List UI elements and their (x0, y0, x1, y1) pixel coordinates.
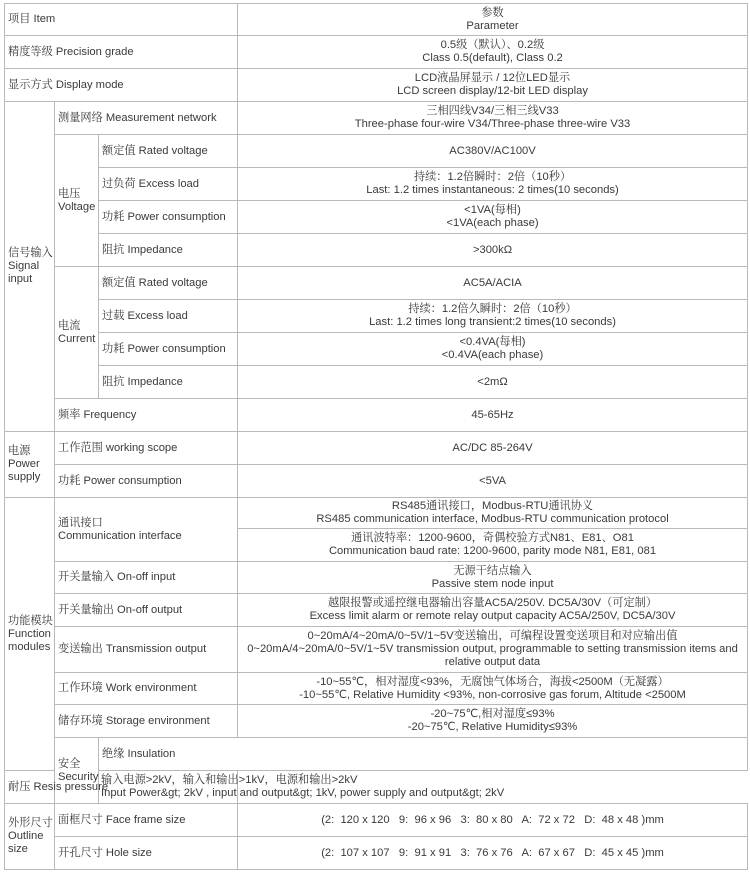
onoff-input-value-cell (238, 562, 748, 594)
storage-env-value-en: -20~75℃, Relative Humidity≤93% (407, 721, 578, 733)
voltage-label-en: Voltage (58, 200, 96, 213)
onoff-output-value-cn: 越限报警或遥控继电器输出容量AC5A/250V. DC5A/30V（可定制） (327, 597, 658, 609)
supply-power-label: 功耗 Power consumption (58, 474, 182, 487)
table-row (5, 432, 748, 465)
current-power-value-cell (238, 333, 748, 366)
header-param-cn: 参数 (481, 6, 504, 19)
precision-label: 精度等级 Precision grade (8, 45, 134, 58)
storage-env-value-cn: -20~75℃,相对湿度≤93% (430, 708, 555, 720)
hole-size-label-cell (55, 837, 238, 870)
power-supply-label-en1: Power (8, 458, 40, 470)
table-row (5, 267, 748, 300)
table-row (5, 837, 748, 870)
power-supply-label-en2: supply (8, 471, 41, 483)
network-label: 测量网络 Measurement network (58, 111, 217, 124)
function-modules-label-en2: modules (8, 640, 51, 653)
network-value-cell (238, 102, 748, 135)
table-row (5, 168, 748, 201)
supply-power-label-cell (55, 465, 238, 498)
voltage-excess-label: 过负荷 Excess load (102, 177, 199, 190)
voltage-excess-value-en: Last: 1.2 times instantaneous: 2 times(10 seconds) (366, 184, 619, 196)
hole-size-value: (2: 107 x 107 9: 91 x 91 3: 76 x 76 A: 67 x 67 D: 45 x 45 )mm (321, 846, 664, 859)
voltage-impedance-value: >300kΩ (472, 243, 513, 256)
current-excess-value-en: Last: 1.2 times long transient:2 times(10 seconds) (369, 316, 616, 328)
resis-pressure-value-en: Input Power&gt; 2kV , input and output&gt; 1kV, power supply and output&gt; 2kV (101, 787, 505, 799)
header-param-en: Parameter (466, 19, 519, 32)
communication-protocol-cell (238, 498, 748, 529)
onoff-input-label: 开关量输入 On-off input (58, 571, 176, 583)
onoff-output-value-cell (238, 594, 748, 627)
voltage-rated-value-cell (238, 135, 748, 168)
working-scope-value: AC/DC 85-264V (452, 441, 533, 454)
voltage-power-value-en: <1VA(each phase) (446, 217, 539, 229)
voltage-impedance-value-cell (238, 234, 748, 267)
face-frame-value-cell (238, 804, 748, 837)
voltage-excess-value-cell (238, 168, 748, 201)
outline-label-cn: 外形尺寸 (8, 817, 53, 829)
supply-power-value: <5VA (479, 474, 506, 487)
display-label: 显示方式 Display mode (8, 78, 124, 91)
table-row (5, 738, 748, 771)
frequency-value: 45-65Hz (471, 408, 514, 421)
current-group (55, 267, 99, 399)
outline-label-en1: Outline (8, 830, 44, 842)
communication-label-cn: 通讯接口 (58, 516, 103, 529)
table-row (5, 366, 748, 399)
table-row (5, 135, 748, 168)
voltage-impedance-label: 阻抗 Impedance (102, 243, 183, 256)
voltage-label-cn: 电压 (58, 187, 81, 200)
current-power-label: 功耗 Power consumption (102, 342, 226, 355)
communication-label-cell (55, 498, 238, 562)
table-row (5, 234, 748, 267)
onoff-input-value-cn: 无源干结点输入 (453, 564, 532, 577)
current-impedance-value: <2mΩ (477, 375, 508, 388)
work-env-value-cell (238, 673, 748, 705)
current-impedance-label: 阻抗 Impedance (102, 375, 183, 388)
frequency-value-cell (238, 399, 748, 432)
voltage-power-value-cn: <1VA(每相) (464, 204, 521, 216)
safety-label-cn: 安全 (58, 757, 81, 770)
signal-input-label-en1: Signal (8, 260, 40, 272)
transmission-label-cell (55, 627, 238, 673)
current-rated-label: 额定值 Rated voltage (102, 276, 208, 289)
current-power-label-cell (99, 333, 238, 366)
voltage-power-label: 功耗 Power consumption (102, 210, 226, 223)
power-supply-group (5, 432, 55, 498)
resis-pressure-value-cn: 输入电源>2kV，输入和输出>1kV，电源和输出>2kV (101, 774, 358, 786)
function-modules-group (5, 498, 55, 771)
onoff-input-value-en: Passive stem node input (431, 577, 554, 590)
current-power-value-cn: <0.4VA(每相) (459, 336, 526, 348)
power-supply-label-cn: 电源 (8, 445, 31, 457)
working-scope-label-cell (55, 432, 238, 465)
table-row (5, 4, 748, 36)
working-scope-label: 工作范围 working scope (58, 441, 178, 454)
transmission-value-cn: 0~20mA/4~20mA/0~5V/1~5V变送输出，可编程设置变送项目和对应输出值 (307, 630, 678, 642)
table-row (5, 69, 748, 102)
precision-label-cell (5, 36, 238, 69)
storage-env-label: 储存环境 Storage environment (58, 714, 210, 727)
onoff-output-label-cell (55, 594, 238, 627)
face-frame-label: 面框尺寸 Face frame size (58, 813, 186, 826)
transmission-label: 变送输出 Transmission output (58, 643, 207, 655)
outline-label-en2: size (8, 843, 28, 855)
table-row (5, 201, 748, 234)
table-row (5, 465, 748, 498)
voltage-rated-label: 额定值 Rated voltage (102, 144, 208, 157)
voltage-rated-value: AC380V/AC100V (449, 144, 536, 157)
signal-input-label-cn: 信号输入 (8, 247, 53, 259)
frequency-label-cell (55, 399, 238, 432)
voltage-power-value-cell (238, 201, 748, 234)
storage-env-label-cell (55, 705, 238, 738)
face-frame-value: (2: 120 x 120 9: 96 x 96 3: 80 x 80 A: 72 x 72 D: 48 x 48 )mm (321, 813, 664, 826)
header-item-label: 项目 Item (8, 13, 56, 25)
transmission-value-cell (238, 627, 748, 673)
table-row (5, 627, 748, 673)
communication-protocol-cn: RS485通讯接口，Modbus-RTU通讯协义 (391, 500, 594, 512)
current-impedance-label-cell (99, 366, 238, 399)
transmission-value-en: 0~20mA/4~20mA/0~5V/1~5V transmission output, programmable to setting transmission items and relative output data (247, 643, 738, 668)
table-row (5, 102, 748, 135)
communication-baud-cell (238, 529, 748, 562)
header-param-cell (238, 4, 748, 36)
communication-protocol-en: RS485 communication interface, Modbus-RTU communication protocol (316, 513, 669, 525)
table-row (5, 771, 748, 804)
resis-pressure-value-cell (99, 771, 505, 804)
voltage-impedance-label-cell (99, 234, 238, 267)
table-row (5, 804, 748, 837)
work-env-label-cell (55, 673, 238, 705)
table-row (5, 300, 748, 333)
face-frame-label-cell (55, 804, 238, 837)
network-value-en: Three-phase four-wire V34/Three-phase three-wire V33 (354, 118, 631, 130)
network-label-cell (55, 102, 238, 135)
precision-value-cn: 0.5级（默认）、0.2级 (440, 39, 545, 51)
current-rated-label-cell (99, 267, 238, 300)
onoff-output-value-en: Excess limit alarm or remote relay output capacity AC5A/250V, DC5A/30V (309, 610, 676, 622)
display-value-cn: LCD液晶屏显示 / 12位LED显示 (414, 72, 571, 84)
network-value-cn: 三相四线V34/三相三线V33 (426, 105, 559, 117)
function-modules-label-en1: Function (8, 627, 51, 640)
working-scope-value-cell (238, 432, 748, 465)
outline-group (5, 804, 55, 870)
current-label-cn: 电流 (58, 319, 81, 332)
supply-power-value-cell (238, 465, 748, 498)
table-row (5, 333, 748, 366)
table-row (5, 399, 748, 432)
current-excess-label: 过载 Excess load (102, 309, 188, 322)
table-row (5, 673, 748, 705)
table-row (5, 36, 748, 69)
display-label-cell (5, 69, 238, 102)
work-env-label: 工作环境 Work environment (58, 682, 197, 694)
precision-value-en: Class 0.5(default), Class 0.2 (422, 52, 563, 64)
current-excess-label-cell (99, 300, 238, 333)
onoff-input-label-cell (55, 562, 238, 594)
insulation-label-cell (99, 738, 748, 771)
resis-pressure-label: 耐压 Resis pressure (8, 780, 109, 793)
current-excess-value-cn: 持续：1.2倍久瞬时：2倍（10秒） (408, 303, 577, 315)
safety-label-en: Security (58, 770, 99, 783)
communication-baud-en: Communication baud rate: 1200-9600, parity mode N81, E81, 081 (328, 545, 657, 557)
hole-size-value-cell (238, 837, 748, 870)
insulation-label: 绝缘 Insulation (102, 747, 176, 760)
table-row (5, 705, 748, 738)
current-excess-value-cell (238, 300, 748, 333)
current-rated-value: AC5A/ACIA (463, 276, 522, 289)
spec-table (4, 3, 748, 870)
frequency-label: 频率 Frequency (58, 408, 137, 421)
work-env-value-en: -10~55℃, Relative Humidity <93%, non-corrosive gas forum, Altitude <2500M (299, 688, 686, 701)
signal-input-label-en2: input (8, 273, 33, 285)
voltage-power-label-cell (99, 201, 238, 234)
precision-value-cell (238, 36, 748, 69)
storage-env-value-cell (238, 705, 748, 738)
table-row (5, 498, 748, 529)
voltage-excess-value-cn: 持续：1.2倍瞬时：2倍（10秒） (413, 171, 572, 183)
display-value-en: LCD screen display/12-bit LED display (397, 85, 588, 97)
hole-size-label: 开孔尺寸 Hole size (58, 846, 152, 859)
current-power-value-en: <0.4VA(each phase) (441, 349, 544, 361)
work-env-value-cn: -10~55℃，相对湿度<93%，无腐蚀气体场合，海拔<2500M（无凝露） (316, 675, 669, 688)
display-value-cell (238, 69, 748, 102)
function-modules-label-cn: 功能模块 (8, 614, 53, 627)
signal-input-group (5, 102, 55, 432)
voltage-excess-label-cell (99, 168, 238, 201)
communication-baud-cn: 通讯波特率：1200-9600，奇偶校验方式N81、E81、O81 (351, 532, 634, 544)
current-rated-value-cell (238, 267, 748, 300)
table-row (5, 594, 748, 627)
communication-label-en: Communication interface (58, 529, 182, 542)
header-item-cell (5, 4, 238, 36)
current-impedance-value-cell (238, 366, 748, 399)
voltage-rated-label-cell (99, 135, 238, 168)
onoff-output-label: 开关量输出 On-off output (58, 603, 183, 616)
table-row (5, 562, 748, 594)
current-label-en: Current (58, 332, 96, 345)
voltage-group (55, 135, 99, 267)
